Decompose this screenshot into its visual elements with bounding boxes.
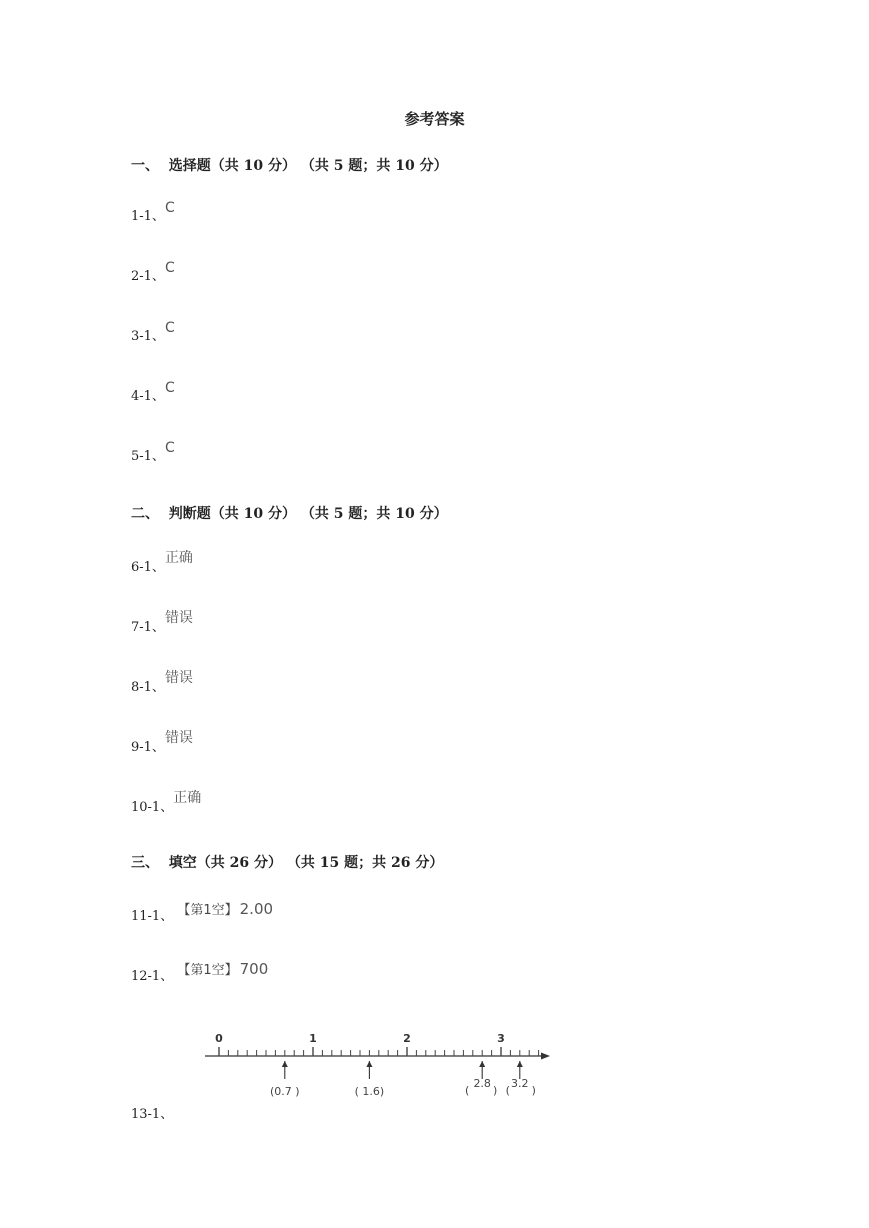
blank-value: 700 [239,960,269,978]
answer-value: 正确 [164,550,193,566]
marker-arrow-head [366,1061,372,1067]
answer-value: 错误 [164,670,193,686]
answer-item [131,550,193,575]
answer-value [177,959,268,978]
blank-value: 2.00 [239,900,274,918]
item-number: 12-1、 [131,969,174,984]
answer-item [131,790,202,815]
bracket-open: ( [465,1084,470,1097]
answer-value: 错误 [164,730,193,746]
item-number: 2-1、 [131,269,165,284]
answer-item [131,320,175,344]
answer-item [131,1103,173,1122]
item-number: 3-1、 [131,329,165,344]
item-number: 9-1、 [131,740,165,755]
bracket-close: ) [531,1084,536,1097]
marker-label: ( 1.6) [354,1085,385,1098]
tick-label: 3 [497,1032,505,1045]
marker-arrow-head [282,1061,288,1067]
answer-value: C [164,200,175,216]
answer-item [131,200,175,224]
tick-label: 1 [309,1032,317,1045]
axis-arrowhead [541,1053,550,1060]
item-number: 4-1、 [131,389,165,404]
item-number: 6-1、 [131,560,165,575]
blank-tag: 【第1空】 [177,963,238,978]
tick-label: 2 [403,1032,411,1045]
answer-value: C [164,380,175,396]
blank-tag: 【第1空】 [177,903,238,918]
answer-value [177,899,273,918]
answer-item [131,380,175,404]
item-number: 1-1、 [131,209,165,224]
answer-item [131,900,274,924]
item-number: 10-1、 [131,800,174,815]
marker-arrow-head [479,1061,485,1067]
answer-item [131,670,193,695]
answer-value: C [164,260,175,276]
section-heading-fill: 三、 填空（共 26 分） （共 15 题；共 26 分） [131,855,444,871]
answer-item [131,260,175,284]
answer-item [131,440,175,464]
marker-arrow-head [517,1061,523,1067]
number-line-diagram [200,1026,560,1104]
bracket-close: ) [493,1084,498,1097]
tick-label: 0 [215,1032,223,1045]
answer-value: 正确 [173,790,202,806]
answer-value: C [164,440,175,456]
item-number: 8-1、 [131,680,165,695]
section-heading-choice: 一、 选择题（共 10 分） （共 5 题；共 10 分） [131,158,448,174]
marker-label: 3.2 [511,1077,529,1090]
answer-value: 错误 [164,610,193,626]
item-number: 13-1、 [131,1107,174,1122]
bracket-open: ( [505,1084,510,1097]
answer-item [131,960,269,984]
marker-label: 2.8 [473,1077,491,1090]
item-number: 7-1、 [131,620,165,635]
answer-item [131,730,193,755]
page-title: 参考答案 [404,110,465,128]
answer-value: C [164,320,175,336]
answer-item [131,610,193,635]
marker-label: (0.7 ) [270,1085,300,1098]
item-number: 11-1、 [131,909,174,924]
section-heading-judge: 二、 判断题（共 10 分） （共 5 题；共 10 分） [131,506,448,522]
item-number: 5-1、 [131,449,165,464]
